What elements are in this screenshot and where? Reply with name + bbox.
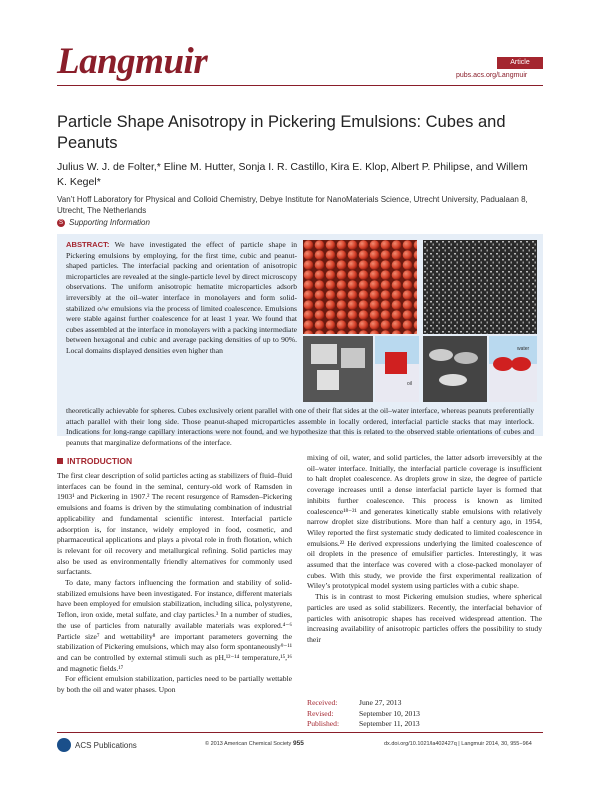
journal-url[interactable]: pubs.acs.org/Langmuir: [456, 72, 528, 79]
abstract-label: ABSTRACT:: [66, 240, 110, 249]
intro-heading: [57, 456, 132, 466]
footer-divider: [57, 732, 543, 733]
intro-paragraph: For efficient emulsion stabilization, particles need to be partially wettable by both the oil and water phases. Upon: [57, 674, 292, 695]
received-date: Received: June 27, 2013: [307, 698, 402, 707]
doi-citation[interactable]: dx.doi.org/10.1021/la402427q | Langmuir 2014, 30, 955−964: [384, 741, 532, 747]
supporting-info-icon: S: [58, 219, 63, 226]
author-list: Julius W. J. de Folter,* Eline M. Hutter, Sonja I. R. Castillo, Kira E. Klop, Albert P. Philipse, and Willem K. Kegel*: [57, 161, 528, 188]
publisher-name: ACS Publications: [75, 740, 137, 750]
intro-paragraph: The first clear description of solid particles acting as stabilizers of fluid–fluid interfaces can be found in the seminal, century-old work of Ramsden in 1903¹ and Pickering in 1907.² The recent resurgence of Ramsden–Pickering emulsions and foams is driven by the stimulating combination of industrial applicability and fundamental scientific interest. Interfacial particle adsorption is, for instance, widely employed in food, cosmetic, and pharmaceutical applications and plays a pivotal role in froth flotation, which is relevant for oil recovery and metallurgical refining. Solid particles may also be used as environmentally friendly alternatives for commonly used surfactants.: [57, 471, 292, 577]
abstract-text-top: [66, 240, 297, 357]
intro-paragraph: This is in contrast to most Pickering emulsion studies, where spherical particles are used as solid stabilizers. Recently, the interfacial behavior of particles with anisotropic shapes has received widespread attention. The increasing availability of anisotropic particles offers the possibility to study their: [307, 592, 542, 644]
toc-graphic: [303, 240, 537, 402]
header-divider: [57, 85, 543, 86]
intro-paragraph: To date, many factors influencing the formation and stability of solid-stabilized emulsions have been investigated. For instance, different materials have been employed for emulsion stabilization, including silica, polystyrene, Teflon, iron oxide, metal sulfate, and clay particles.³ In a number of studies, the use of particles from naturally available materials was explored.⁴⁻⁶ Particle size⁷ and wettability⁸ are important parameters governing the stabilization of Pickering emulsions, which may also form spontaneously⁹⁻¹¹ and can be controlled by external stimuli such as pH,¹²⁻¹⁴ temperature,¹⁵,¹⁶ and magnetic fields.¹⁷: [57, 578, 292, 673]
left-column: [57, 471, 292, 696]
article-title: Particle Shape Anisotropy in Pickering Emulsions: Cubes and Peanuts: [57, 113, 506, 152]
intro-paragraph: mixing of oil, water, and solid particles, the latter adsorb irreversibly at the oil–water interface. Initially, the interfacial particle coverage is insufficient to halt droplet coalescence. As droplets grow in size, the degree of particle coverage increases until a dense interfacial particle layer is formed that inhibits further coalescence. This process is known as limited coalescence¹⁸⁻²¹ and generates kinetically stable emulsions with relatively narrow droplet size distributions. More than half a century ago, in 1954, Wiley reported the first systematic study dedicated to limited coalescence in emulsions.²² He derived expressions underlying the limited coalescence of oil droplets in the presence of emulsifier particles. Interestingly, it was assumed that the interface was covered with a close-packed monolayer of cubes. With this study, we provide the first experimental realization of Wiley’s prototypical model system using particles with a cubic shape.: [307, 453, 542, 591]
water-label: water: [517, 346, 530, 352]
journal-logo: Langmuir: [57, 41, 208, 82]
page-number: 955: [293, 740, 304, 747]
revised-date: Revised: September 10, 2013: [307, 708, 420, 718]
copyright: © 2013 American Chemical Society: [205, 741, 292, 747]
abstract-text-bottom: theoretically achievable for spheres. Cubes exclusively orient parallel with one of their flat sides at the oil–water interface, whereas peanuts preferentially attach parallel with their long side. Those peanut-shaped microparticles assemble in locally ordered, interfacial particle stacks that may interlock. Indications for long-range capillary interactions were not found, and we hypothesize that this is related to the observed stable orientations of cubes and peanuts that marginalize deformations of the interface.: [66, 406, 534, 447]
acs-logo-icon: [57, 738, 71, 752]
supporting-info-link[interactable]: [57, 218, 150, 227]
oil-label: oil: [407, 381, 413, 387]
acs-publications-logo[interactable]: [57, 738, 137, 752]
right-column: [307, 453, 542, 646]
section-marker-icon: [57, 458, 63, 464]
particle-micrograph: [423, 240, 537, 334]
affiliation: Van’t Hoff Laboratory for Physical and Colloid Chemistry, Debye Institute for NanoMaterials Science, Utrecht University, Padualaan 8, Utrecht, The Netherlands: [57, 195, 528, 215]
peanut-sem-image: [423, 336, 487, 402]
supporting-info-label: Supporting Information: [69, 218, 150, 227]
article-type-badge: Article: [497, 57, 543, 69]
published-date: Published: September 11, 2013: [307, 719, 420, 728]
abstract-body-a: We have investigated the effect of particle shape in Pickering emulsions by employing, for the first time, cubic and peanut-shaped particles. The interfacial packing and orientation of anisotropic microparticles are revealed at the single-particle level by direct microscopy observations. The uniform anisotropic hematite microparticles adsorb irreversibly at the oil–water interface in monolayers and form solid-stabilized o/w emulsions via the process of limited coalescence. Emulsions were stable against further coalescence for at least 1 year. We found that cubes assembled at the interface in monolayers with a packing intermediate between hexagonal and cubic and average packing densities of up to 90%. Local domains displayed densities even higher than: [66, 240, 297, 355]
intro-heading-label: INTRODUCTION: [67, 456, 133, 466]
publication-dates: [307, 698, 420, 730]
